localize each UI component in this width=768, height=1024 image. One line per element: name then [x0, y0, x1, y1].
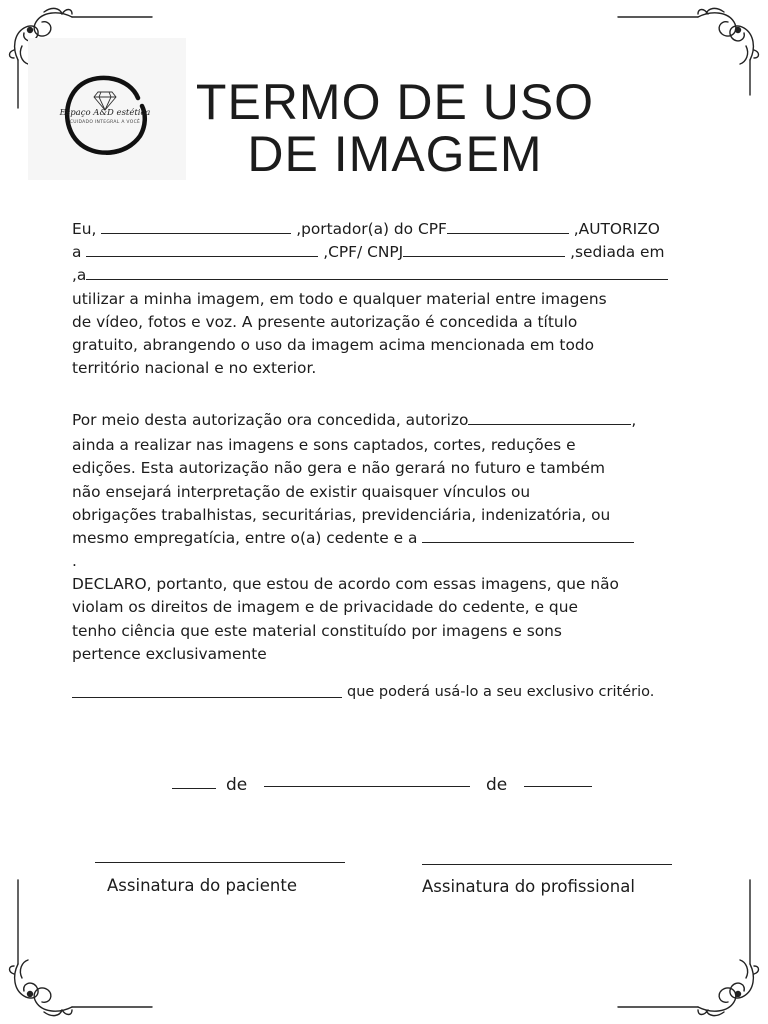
name-field[interactable] [101, 220, 291, 234]
p3-line-4: pertence exclusivamente [72, 645, 267, 663]
p1-line-7: território nacional e no exterior. [72, 359, 317, 377]
text-cpf-cnpj: ,CPF/ CNPJ [323, 243, 404, 261]
p1-line-3 [72, 264, 668, 287]
text-comma: , [631, 411, 637, 429]
p2-line-5: obrigações trabalhistas, securitárias, previdenciária, indenizatória, ou [72, 506, 611, 524]
authorized-field[interactable] [468, 411, 631, 425]
p1-line-6: gratuito, abrangendo o uso da imagem acima mencionada em todo [72, 336, 595, 354]
patient-signature-label: Assinatura do paciente [107, 876, 297, 895]
text-autorizo-2: Por meio desta autorização ora concedida, autorizo [72, 411, 469, 429]
month-field[interactable] [264, 786, 470, 787]
logo-tagline: CUIDADO INTEGRAL A VOCÊ [69, 120, 141, 125]
p2-line-7: . [72, 552, 77, 570]
text-a-address: ,a [72, 266, 87, 284]
text-cedente: mesmo empregatícia, entre o(a) cedente e a [72, 529, 418, 547]
p3-line-5: que poderá usá-lo a seu exclusivo critério. [347, 684, 655, 700]
company-field[interactable] [86, 243, 318, 257]
p2-line-2: ainda a realizar nas imagens e sons captados, cortes, reduções e [72, 436, 576, 454]
date-de-1: de [226, 775, 248, 795]
title-line-1: TERMO DE USO [195, 74, 595, 130]
p2-line-4: não ensejará interpretação de existir quaisquer vínculos ou [72, 483, 531, 501]
page-title [150, 76, 640, 180]
p1-line-4: utilizar a minha imagem, em todo e qualquer material entre imagens [72, 290, 607, 308]
p1-line-2 [72, 241, 665, 264]
address-field[interactable] [86, 266, 668, 280]
p2-line-3: edições. Esta autorização não gera e não gerará no futuro e também [72, 459, 605, 477]
owner-field[interactable] [72, 697, 342, 698]
text-sediada: ,sediada em [570, 243, 665, 261]
text-portador: ,portador(a) do CPF [296, 220, 447, 238]
text-eu: Eu, [72, 220, 97, 238]
cessionary-field[interactable] [422, 529, 634, 543]
p2-line-6 [72, 527, 634, 550]
day-field[interactable] [172, 788, 216, 789]
logo-name: Espaço A&D estética [59, 108, 151, 118]
text-autorizo: ,AUTORIZO [573, 220, 660, 238]
p3-line-2: violam os direitos de imagem e de privacidade do cedente, e que [72, 598, 578, 616]
year-field[interactable] [524, 786, 592, 787]
cpf-field[interactable] [447, 220, 569, 234]
title-line-2: DE IMAGEM [247, 126, 543, 182]
p2-line-1 [72, 409, 636, 432]
text-a: a [72, 243, 82, 261]
date-de-2: de [486, 775, 508, 795]
p3-line-3: tenho ciência que este material constituído por imagens e sons [72, 622, 562, 640]
p1-line-1 [72, 218, 660, 241]
p1-line-5: de vídeo, fotos e voz. A presente autorização é concedida a título [72, 313, 578, 331]
patient-signature-line[interactable] [95, 862, 345, 863]
cnpj-field[interactable] [403, 243, 565, 257]
p3-line-1: DECLARO, portanto, que estou de acordo com essas imagens, que não [72, 575, 619, 593]
professional-signature-label: Assinatura do profissional [422, 877, 635, 896]
professional-signature-line[interactable] [422, 864, 672, 865]
